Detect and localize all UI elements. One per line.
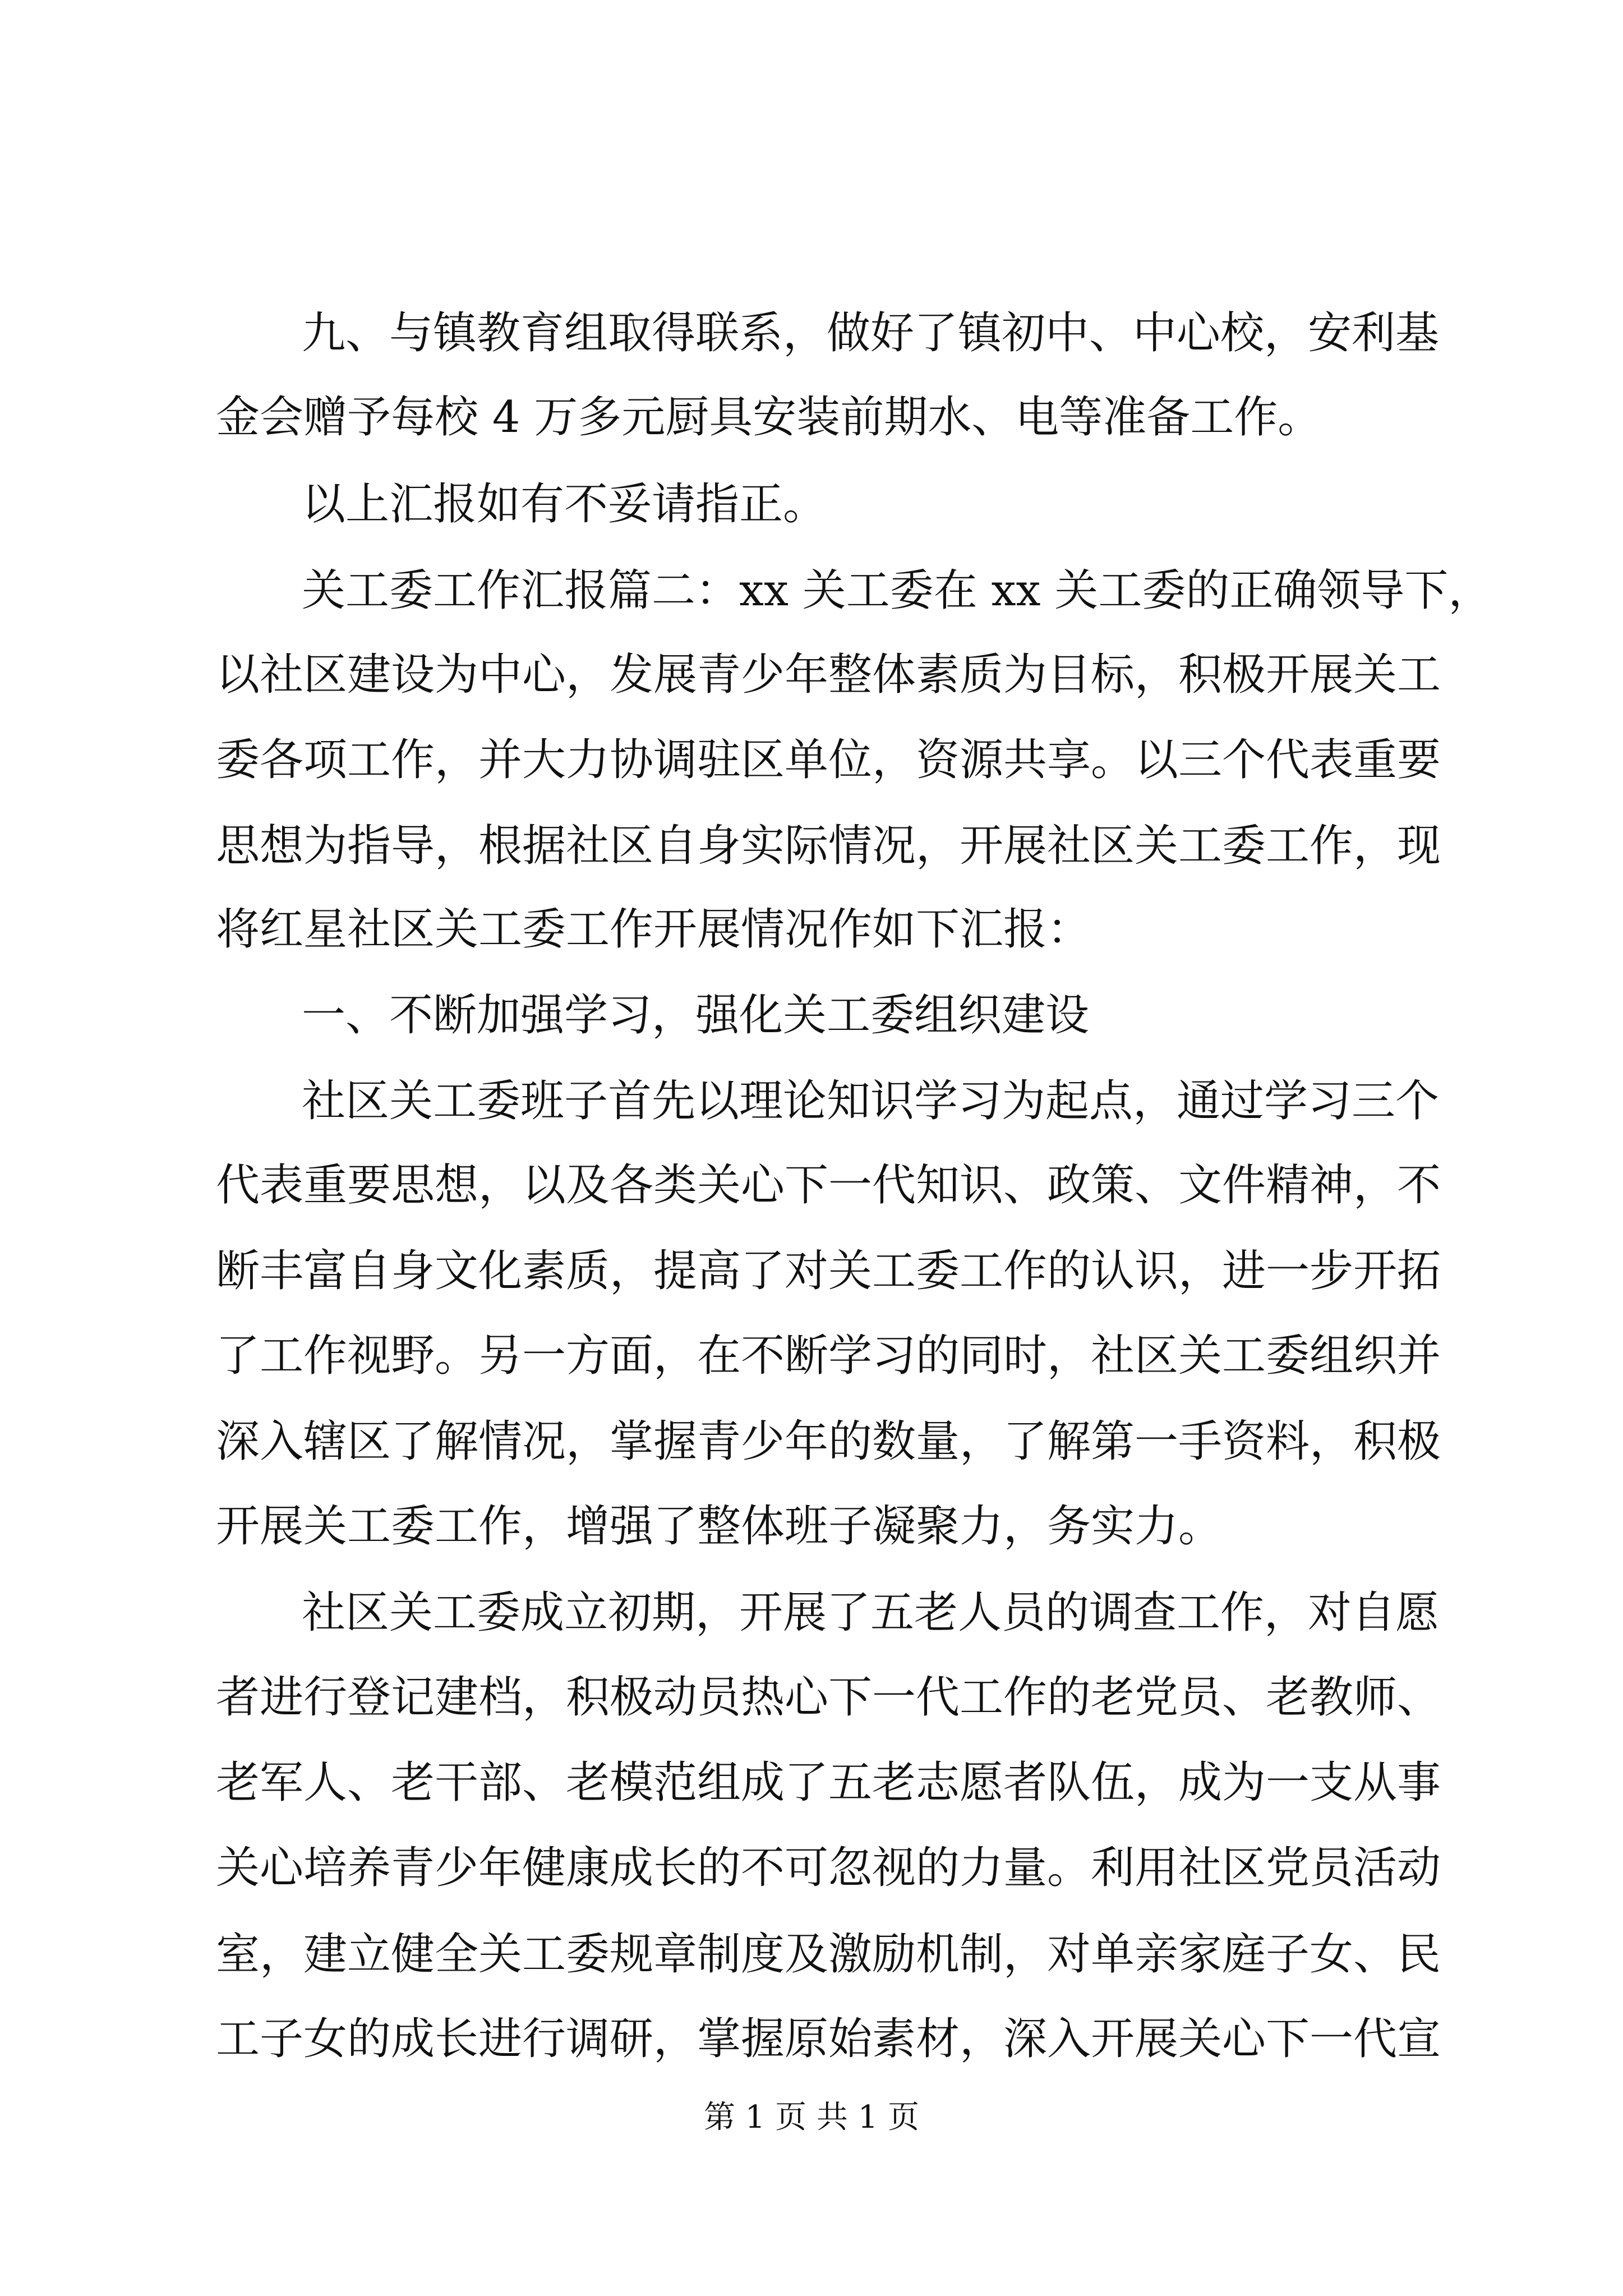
paragraph-line: 社区关工委班子首先以理论知识学习为起点，通过学习三个 [302,1076,1440,1126]
paragraph-line: 以上汇报如有不妥请指正。 [302,479,827,530]
paragraph-line: 委各项工作，并大力协调驻区单位，资源共享。以三个代表重要 [216,735,1441,785]
paragraph-line: 金会赠予每校 4 万多元厨具安装前期水、电等准备工作。 [216,392,1322,443]
paragraph-line: 断丰富自身文化素质，提高了对关工委工作的认识，进一步开拓 [216,1246,1441,1296]
paragraph-line: 开展关工委工作，增强了整体班子凝聚力，务实力。 [216,1501,1223,1552]
paragraph-line: 将红星社区关工委工作开展情况作如下汇报： [216,904,1091,955]
paragraph-line: 以社区建设为中心，发展青少年整体素质为目标，积极开展关工 [216,650,1441,700]
paragraph-line: 代表重要思想，以及各类关心下一代知识、政策、文件精神，不 [216,1160,1441,1211]
paragraph-line: 关心培养青少年健康成长的不可忽视的力量。利用社区党员活动 [216,1843,1441,1893]
paragraph-line: 思想为指导，根据社区自身实际情况，开展社区关工委工作，现 [216,821,1441,871]
paragraph-line: 工子女的成长进行调研，掌握原始素材，深入开展关心下一代宣 [216,2014,1441,2064]
paragraph-line: 者进行登记建档，积极动员热心下一代工作的老党员、老教师、 [216,1672,1441,1723]
paragraph-line: 了工作视野。另一方面，在不断学习的同时，社区关工委组织并 [216,1331,1441,1381]
section-heading: 一、不断加强学习，强化关工委组织建设 [302,990,1090,1041]
paragraph-line: 深入辖区了解情况，掌握青少年的数量，了解第一手资料，积极 [216,1416,1441,1467]
page-footer: 第 1 页 共 1 页 [703,2099,920,2136]
paragraph-line: 室，建立健全关工委规章制度及激励机制，对单亲家庭子女、民 [216,1929,1441,1980]
paragraph-line: 社区关工委成立初期，开展了五老人员的调查工作，对自愿 [302,1588,1440,1638]
paragraph-line: 九、与镇教育组取得联系，做好了镇初中、中心校，安利基 [302,308,1440,358]
paragraph-line: 关工委工作汇报篇二：xx 关工委在 xx 关工委的正确领导下， [302,565,1492,616]
paragraph-line: 老军人、老干部、老模范组成了五老志愿者队伍，成为一支从事 [216,1757,1441,1808]
